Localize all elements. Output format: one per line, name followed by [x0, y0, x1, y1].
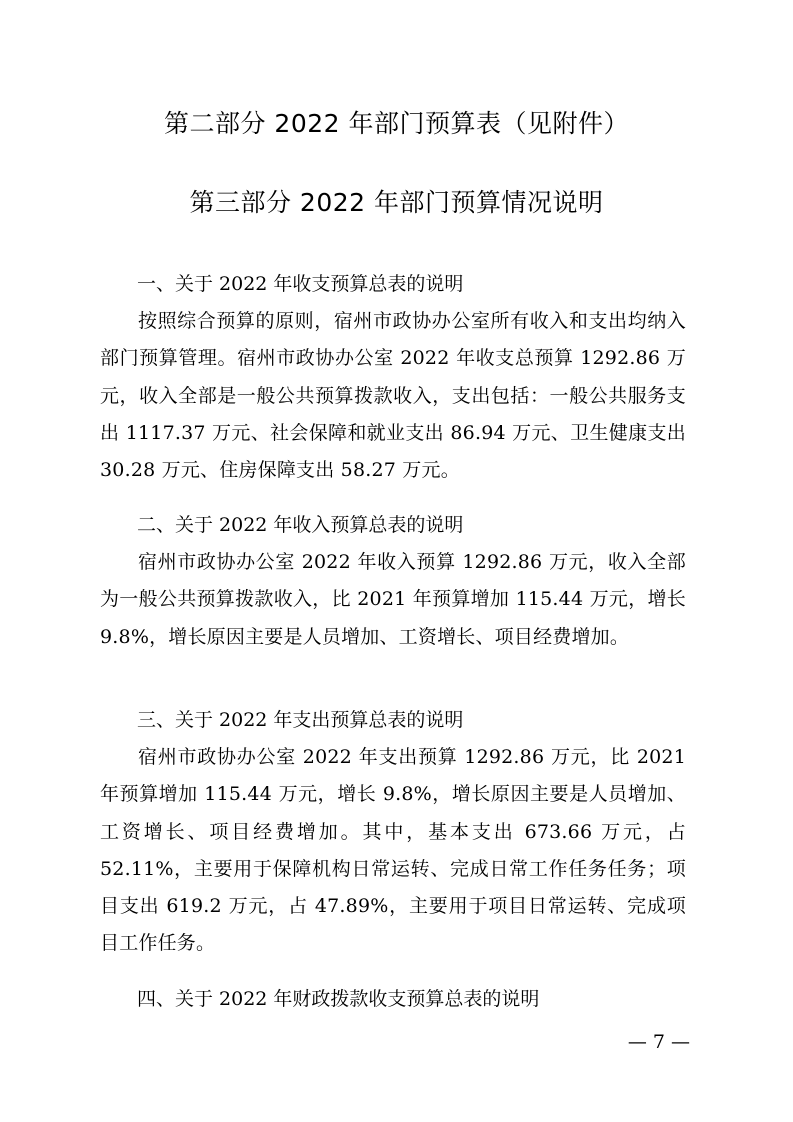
section-3-body: 宿州市政协办公室 2022 年支出预算 1292.86 万元，比 2021 年预算增加 115.44 万元，增长 9.8%，增长原因主要是人员增加、工资增长、项目经费增加。其中，基本支出 673.66 万元，占 52.11%，主要用于保障机构日常运转、完成日常工作任务任务；项目支出 619.2 万元，占 47.89%，主要用于项目日常运转、完成项目工作任务。 [100, 746, 686, 955]
part-two-heading: 第二部分 2022 年部门预算表（见附件） [163, 109, 630, 138]
section-2-title: 二、关于 2022 年收入预算总表的说明 [137, 514, 464, 536]
section-2-body: 宿州市政协办公室 2022 年收入预算 1292.86 万元，收入全部为一般公共预算拨款收入，比 2021 年预算增加 115.44 万元，增长 9.8%，增长原因主要是人员增加、工资增长、项目经费增加。 [100, 551, 686, 648]
section-4-title: 四、关于 2022 年财政拨款收支预算总表的说明 [137, 988, 540, 1010]
section-3-title: 三、关于 2022 年支出预算总表的说明 [137, 709, 464, 731]
part-three-heading: 第三部分 2022 年部门预算情况说明 [189, 188, 604, 217]
section-1-body: 按照综合预算的原则，宿州市政协办公室所有收入和支出均纳入部门预算管理。宿州市政协办公室 2022 年收支总预算 1292.86 万元，收入全部是一般公共预算拨款收入，支出包括：一般公共服务支出 1117.37 万元、社会保障和就业支出 86.94 万元、卫生健康支出 30.28 万元、住房保障支出 58.27 万元。 [100, 310, 686, 482]
section-1-title: 一、关于 2022 年收支预算总表的说明 [137, 273, 464, 295]
page-number: — 7 — [627, 1031, 690, 1053]
